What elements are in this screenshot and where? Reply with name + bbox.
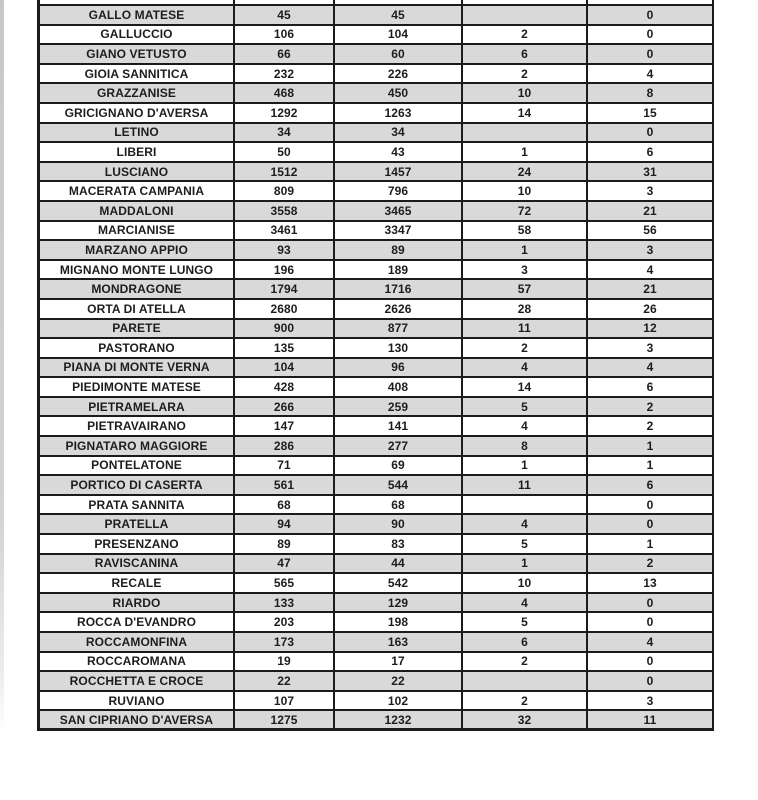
table-row — [37, 84, 714, 104]
municipality-name-cell: RUVIANO — [37, 692, 235, 712]
value-cell: 102 — [335, 692, 463, 712]
value-cell: 2 — [463, 65, 588, 85]
municipality-name-cell: ROCCAMONFINA — [37, 633, 235, 653]
value-cell: 900 — [235, 320, 335, 340]
table-row — [37, 378, 714, 398]
value-cell: 173 — [235, 633, 335, 653]
value-cell: 10 — [463, 574, 588, 594]
value-cell: 2 — [463, 653, 588, 673]
value-cell: 3347 — [335, 222, 463, 242]
table-row — [37, 515, 714, 535]
value-cell: 4 — [463, 359, 588, 379]
table-row — [37, 457, 714, 477]
municipality-name-cell: MARCIANISE — [37, 222, 235, 242]
value-cell: 3 — [588, 182, 714, 202]
value-cell: 226 — [335, 65, 463, 85]
table-row — [37, 143, 714, 163]
table-row — [37, 555, 714, 575]
value-cell — [463, 6, 588, 26]
value-cell: 66 — [235, 45, 335, 65]
value-cell: 6 — [463, 45, 588, 65]
value-cell: 0 — [588, 26, 714, 46]
table-row — [37, 417, 714, 437]
municipality-name-cell: MIGNANO MONTE LUNGO — [37, 261, 235, 281]
table-row — [37, 26, 714, 46]
value-cell: 809 — [235, 182, 335, 202]
value-cell: 0 — [588, 515, 714, 535]
value-cell: 1263 — [335, 104, 463, 124]
value-cell: 24 — [463, 163, 588, 183]
value-cell: 561 — [235, 476, 335, 496]
value-cell: 2680 — [235, 300, 335, 320]
value-cell: 4 — [463, 515, 588, 535]
municipality-name-cell: PASTORANO — [37, 339, 235, 359]
value-cell: 6 — [463, 633, 588, 653]
value-cell: 1716 — [335, 280, 463, 300]
value-cell: 1 — [463, 555, 588, 575]
municipality-data-table — [37, 0, 714, 731]
value-cell: 2 — [588, 398, 714, 418]
table-row — [37, 692, 714, 712]
table-row — [37, 280, 714, 300]
table-row — [37, 124, 714, 144]
value-cell: 83 — [335, 535, 463, 555]
table-row — [37, 711, 714, 731]
municipality-name-cell: SAN CIPRIANO D'AVERSA — [37, 711, 235, 731]
value-cell — [463, 496, 588, 516]
value-cell: 1 — [463, 241, 588, 261]
value-cell: 10 — [463, 182, 588, 202]
value-cell: 69 — [335, 457, 463, 477]
value-cell: 135 — [235, 339, 335, 359]
value-cell: 3 — [588, 241, 714, 261]
municipality-name-cell: GALLUCCIO — [37, 26, 235, 46]
value-cell: 189 — [335, 261, 463, 281]
value-cell: 45 — [235, 6, 335, 26]
value-cell: 196 — [235, 261, 335, 281]
value-cell: 10 — [463, 84, 588, 104]
municipality-name-cell: RAVISCANINA — [37, 555, 235, 575]
value-cell: 47 — [235, 555, 335, 575]
value-cell: 104 — [335, 26, 463, 46]
value-cell: 1292 — [235, 104, 335, 124]
value-cell: 2 — [463, 339, 588, 359]
value-cell: 542 — [335, 574, 463, 594]
value-cell: 32 — [463, 711, 588, 731]
municipality-name-cell: LETINO — [37, 124, 235, 144]
value-cell: 3461 — [235, 222, 335, 242]
value-cell: 450 — [335, 84, 463, 104]
municipality-name-cell: ORTA DI ATELLA — [37, 300, 235, 320]
value-cell: 796 — [335, 182, 463, 202]
value-cell: 50 — [235, 143, 335, 163]
value-cell: 1794 — [235, 280, 335, 300]
value-cell: 57 — [463, 280, 588, 300]
value-cell: 544 — [335, 476, 463, 496]
value-cell: 6 — [588, 143, 714, 163]
municipality-name-cell: PRESENZANO — [37, 535, 235, 555]
value-cell: 468 — [235, 84, 335, 104]
municipality-table-container — [37, 0, 714, 731]
municipality-name-cell: MADDALONI — [37, 202, 235, 222]
table-row — [37, 163, 714, 183]
value-cell: 133 — [235, 594, 335, 614]
municipality-name-cell: RIARDO — [37, 594, 235, 614]
table-row — [37, 6, 714, 26]
value-cell: 4 — [588, 633, 714, 653]
value-cell: 2 — [463, 26, 588, 46]
municipality-name-cell: ROCCHETTA E CROCE — [37, 672, 235, 692]
value-cell: 0 — [588, 496, 714, 516]
value-cell: 141 — [335, 417, 463, 437]
value-cell: 1 — [588, 457, 714, 477]
value-cell: 1 — [588, 437, 714, 457]
value-cell: 26 — [588, 300, 714, 320]
municipality-name-cell: ROCCA D'EVANDRO — [37, 613, 235, 633]
value-cell: 565 — [235, 574, 335, 594]
table-row — [37, 496, 714, 516]
value-cell: 106 — [235, 26, 335, 46]
municipality-name-cell: MARZANO APPIO — [37, 241, 235, 261]
table-row — [37, 437, 714, 457]
value-cell: 6 — [588, 378, 714, 398]
value-cell: 4 — [588, 65, 714, 85]
value-cell: 19 — [235, 653, 335, 673]
municipality-name-cell: PIANA DI MONTE VERNA — [37, 359, 235, 379]
value-cell: 34 — [335, 124, 463, 144]
municipality-name-cell: LUSCIANO — [37, 163, 235, 183]
table-row — [37, 261, 714, 281]
value-cell: 0 — [588, 594, 714, 614]
municipality-name-cell: MONDRAGONE — [37, 280, 235, 300]
value-cell: 8 — [463, 437, 588, 457]
municipality-name-cell: PIETRAMELARA — [37, 398, 235, 418]
municipality-name-cell: RECALE — [37, 574, 235, 594]
table-row — [37, 613, 714, 633]
value-cell: 96 — [335, 359, 463, 379]
value-cell: 104 — [235, 359, 335, 379]
municipality-name-cell: ROCCAROMANA — [37, 653, 235, 673]
value-cell: 71 — [235, 457, 335, 477]
value-cell: 2 — [588, 417, 714, 437]
table-row — [37, 202, 714, 222]
value-cell: 14 — [463, 104, 588, 124]
value-cell: 14 — [463, 378, 588, 398]
value-cell: 408 — [335, 378, 463, 398]
table-row — [37, 653, 714, 673]
municipality-name-cell: PIETRAVAIRANO — [37, 417, 235, 437]
value-cell: 90 — [335, 515, 463, 535]
municipality-name-cell: GRAZZANISE — [37, 84, 235, 104]
value-cell: 13 — [588, 574, 714, 594]
municipality-name-cell: PRATA SANNITA — [37, 496, 235, 516]
table-row — [37, 535, 714, 555]
value-cell: 1 — [588, 535, 714, 555]
value-cell: 72 — [463, 202, 588, 222]
table-row — [37, 300, 714, 320]
value-cell: 12 — [588, 320, 714, 340]
municipality-name-cell: PARETE — [37, 320, 235, 340]
municipality-name-cell: GRICIGNANO D'AVERSA — [37, 104, 235, 124]
value-cell: 0 — [588, 672, 714, 692]
value-cell: 428 — [235, 378, 335, 398]
value-cell: 1457 — [335, 163, 463, 183]
table-row — [37, 594, 714, 614]
value-cell: 68 — [335, 496, 463, 516]
value-cell: 2626 — [335, 300, 463, 320]
value-cell: 68 — [235, 496, 335, 516]
value-cell: 4 — [588, 261, 714, 281]
value-cell: 877 — [335, 320, 463, 340]
value-cell: 5 — [463, 398, 588, 418]
value-cell: 94 — [235, 515, 335, 535]
value-cell — [463, 124, 588, 144]
value-cell — [463, 672, 588, 692]
value-cell: 21 — [588, 280, 714, 300]
municipality-name-cell: GIOIA SANNITICA — [37, 65, 235, 85]
value-cell: 1512 — [235, 163, 335, 183]
table-row — [37, 339, 714, 359]
table-row — [37, 359, 714, 379]
value-cell: 44 — [335, 555, 463, 575]
value-cell: 147 — [235, 417, 335, 437]
value-cell: 0 — [588, 124, 714, 144]
value-cell: 0 — [588, 6, 714, 26]
municipality-name-cell: PRATELLA — [37, 515, 235, 535]
value-cell: 232 — [235, 65, 335, 85]
value-cell: 5 — [463, 613, 588, 633]
value-cell: 1 — [463, 143, 588, 163]
value-cell: 31 — [588, 163, 714, 183]
value-cell: 198 — [335, 613, 463, 633]
table-row — [37, 182, 714, 202]
value-cell: 266 — [235, 398, 335, 418]
value-cell: 286 — [235, 437, 335, 457]
municipality-name-cell: MACERATA CAMPANIA — [37, 182, 235, 202]
value-cell: 11 — [588, 711, 714, 731]
value-cell: 89 — [235, 535, 335, 555]
value-cell: 3558 — [235, 202, 335, 222]
value-cell: 89 — [335, 241, 463, 261]
value-cell: 11 — [463, 320, 588, 340]
value-cell: 3 — [588, 339, 714, 359]
value-cell: 60 — [335, 45, 463, 65]
municipality-name-cell: PIGNATARO MAGGIORE — [37, 437, 235, 457]
value-cell: 203 — [235, 613, 335, 633]
value-cell: 2 — [588, 555, 714, 575]
municipality-name-cell: PORTICO DI CASERTA — [37, 476, 235, 496]
value-cell: 163 — [335, 633, 463, 653]
value-cell: 130 — [335, 339, 463, 359]
table-row — [37, 104, 714, 124]
value-cell: 0 — [588, 45, 714, 65]
value-cell: 2 — [463, 692, 588, 712]
table-row — [37, 222, 714, 242]
table-row — [37, 241, 714, 261]
table-row — [37, 476, 714, 496]
table-row — [37, 45, 714, 65]
value-cell: 58 — [463, 222, 588, 242]
scanned-page-edge — [0, 0, 4, 735]
value-cell: 15 — [588, 104, 714, 124]
municipality-name-cell: PIEDIMONTE MATESE — [37, 378, 235, 398]
municipality-name-cell: GALLO MATESE — [37, 6, 235, 26]
municipality-name-cell: GIANO VETUSTO — [37, 45, 235, 65]
value-cell: 4 — [463, 417, 588, 437]
table-row — [37, 320, 714, 340]
value-cell: 3 — [463, 261, 588, 281]
value-cell: 259 — [335, 398, 463, 418]
value-cell: 28 — [463, 300, 588, 320]
value-cell: 17 — [335, 653, 463, 673]
value-cell: 3465 — [335, 202, 463, 222]
value-cell: 6 — [588, 476, 714, 496]
value-cell: 0 — [588, 653, 714, 673]
value-cell: 45 — [335, 6, 463, 26]
value-cell: 0 — [588, 613, 714, 633]
value-cell: 43 — [335, 143, 463, 163]
table-row — [37, 398, 714, 418]
table-row — [37, 65, 714, 85]
value-cell: 1 — [463, 457, 588, 477]
value-cell: 129 — [335, 594, 463, 614]
value-cell: 5 — [463, 535, 588, 555]
table-row — [37, 672, 714, 692]
value-cell: 1275 — [235, 711, 335, 731]
value-cell: 8 — [588, 84, 714, 104]
municipality-name-cell: PONTELATONE — [37, 457, 235, 477]
value-cell: 3 — [588, 692, 714, 712]
value-cell: 34 — [235, 124, 335, 144]
value-cell: 1232 — [335, 711, 463, 731]
value-cell: 11 — [463, 476, 588, 496]
value-cell: 107 — [235, 692, 335, 712]
value-cell: 4 — [463, 594, 588, 614]
value-cell: 4 — [588, 359, 714, 379]
value-cell: 22 — [335, 672, 463, 692]
value-cell: 277 — [335, 437, 463, 457]
value-cell: 93 — [235, 241, 335, 261]
municipality-name-cell: LIBERI — [37, 143, 235, 163]
table-row — [37, 574, 714, 594]
value-cell: 56 — [588, 222, 714, 242]
value-cell: 21 — [588, 202, 714, 222]
value-cell: 22 — [235, 672, 335, 692]
table-row — [37, 633, 714, 653]
